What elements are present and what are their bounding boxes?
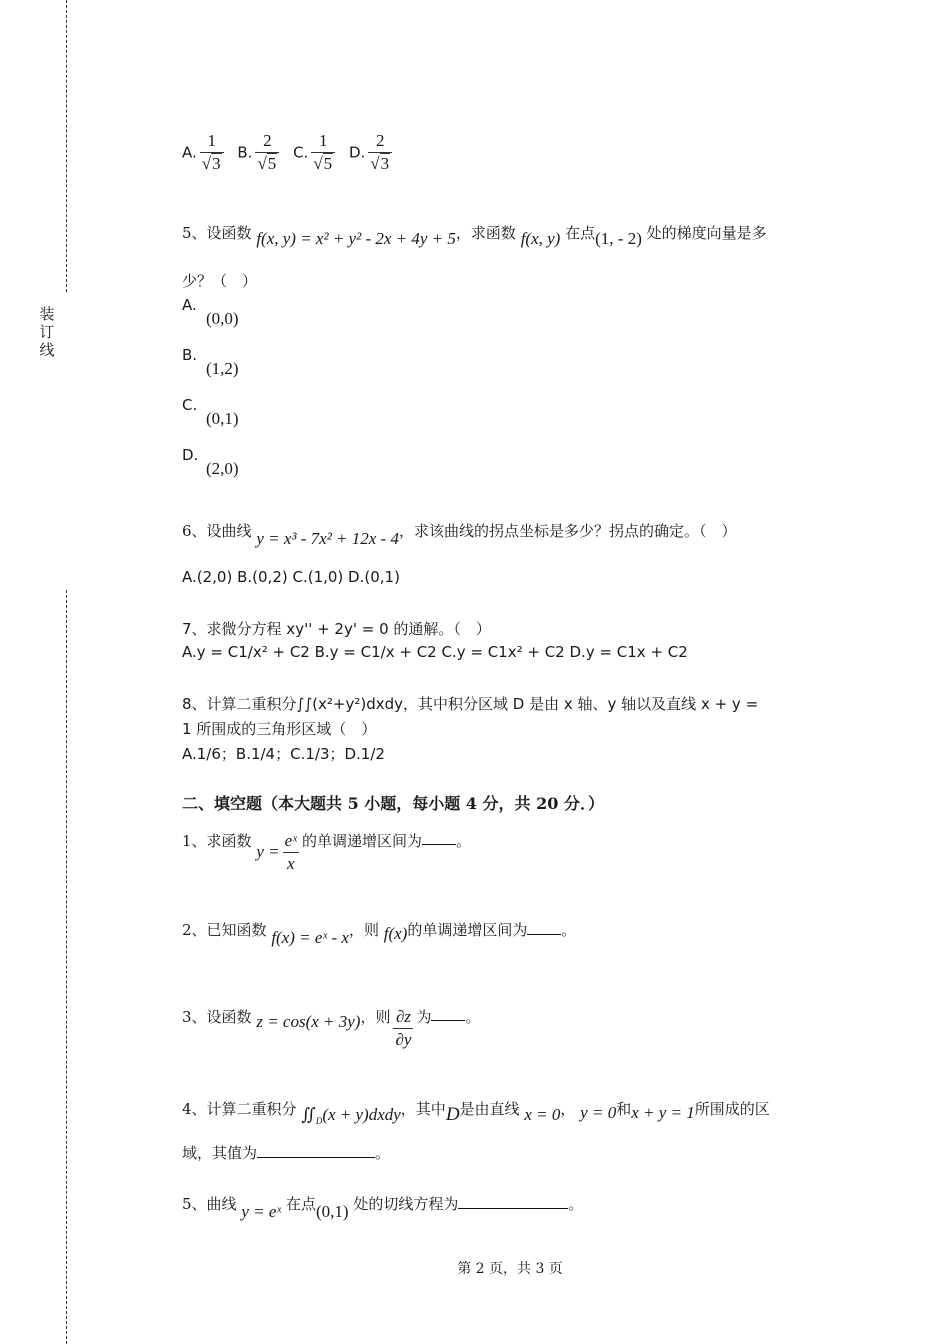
q6-curve: y = x³ - 7x² + 12x - 4 bbox=[256, 529, 399, 548]
fill-3: 3、设函数 z = cos(x + 3y)，则 $\frac{\partial z}{\partial y}$ 为 。 bbox=[182, 1007, 481, 1049]
fill-1: 1、求函数 y = $\frac{\text{eˣ}}{x}$ 的单调递增区间为 。 bbox=[182, 831, 471, 873]
q5-option-c: C. (0,1) bbox=[182, 396, 239, 428]
binding-line-label bbox=[37, 305, 57, 359]
q8-stem-line2: 1 所围成的三角形区域（ ） bbox=[182, 720, 377, 738]
q4-options bbox=[182, 130, 395, 175]
q4-option-d: D. $\frac{2}{√3}$ bbox=[349, 143, 395, 161]
answer-blank[interactable] bbox=[422, 830, 456, 845]
q5-option-d: D. (2,0) bbox=[182, 446, 239, 478]
q4-option-b: B. $\frac{2}{√5}$ bbox=[237, 143, 287, 161]
q5-stem: 5、设函数 f(x, y) = x² + y² - 2x + 4y + 5，求函数 f(x, y) 在点(1, - 2) 处的梯度向量是多 bbox=[182, 224, 767, 248]
q6-options: A.(2,0) B.(0,2) C.(1,0) D.(0,1) bbox=[182, 568, 400, 586]
fill-2: 2、已知函数 f(x) = eˣ - x，则 f(x)的单调递增区间为 。 bbox=[182, 921, 577, 947]
binding-line-bottom bbox=[66, 590, 67, 1344]
q5-option-b: B. (1,2) bbox=[182, 346, 239, 378]
answer-blank[interactable] bbox=[431, 1006, 465, 1021]
q5-function: f(x, y) = x² + y² - 2x + 4y + 5 bbox=[256, 229, 456, 248]
q7-options: A.y = C1/x² + C2 B.y = C1/x + C2 C.y = C1x² + C2 D.y = C1x + C2 bbox=[182, 643, 688, 661]
binding-char: 订 bbox=[39, 323, 55, 341]
binding-char: 装 bbox=[39, 305, 55, 323]
binding-line-top bbox=[66, 0, 67, 292]
q4-option-a: A. $\frac{1}{√3}$ bbox=[182, 143, 231, 161]
answer-blank[interactable] bbox=[458, 1194, 568, 1209]
q8-stem-line1: 8、计算二重积分∫∫(x²+y²)dxdy，其中积分区域 D 是由 x 轴、y 轴以及直线 x + y = bbox=[182, 695, 759, 713]
q4-option-c: C. $\frac{1}{√5}$ bbox=[293, 143, 343, 161]
q8-options: A.1/6；B.1/4；C.1/3；D.1/2 bbox=[182, 745, 385, 763]
q5-stem-line2: 少？（ ） bbox=[182, 272, 258, 290]
page-footer: 第 2 页，共 3 页 bbox=[457, 1261, 563, 1277]
fill-5: 5、曲线 y = eˣ 在点(0,1) 处的切线方程为 。 bbox=[182, 1195, 584, 1221]
q6-stem: 6、设曲线 y = x³ - 7x² + 12x - 4，求该曲线的拐点坐标是多少？拐点的确定。（ ） bbox=[182, 522, 737, 548]
section-2-heading: 二、填空题（本大题共 5 小题，每小题 4 分，共 20 分．） bbox=[182, 794, 604, 813]
fill-4-line2: 域，其值为 。 bbox=[182, 1144, 391, 1162]
answer-blank[interactable] bbox=[257, 1143, 375, 1158]
q5-option-a: A. (0,0) bbox=[182, 296, 239, 328]
binding-char: 线 bbox=[39, 341, 55, 359]
q7-stem: 7、求微分方程 xy'' + 2y' = 0 的通解。（ ） bbox=[182, 620, 491, 638]
fill-4: 4、计算二重积分 $∬_D(x$ + y)dxdy，其中D是由直线 x = 0， y = 0和x + y = 1所围成的区 bbox=[182, 1100, 770, 1126]
answer-blank[interactable] bbox=[527, 920, 561, 935]
